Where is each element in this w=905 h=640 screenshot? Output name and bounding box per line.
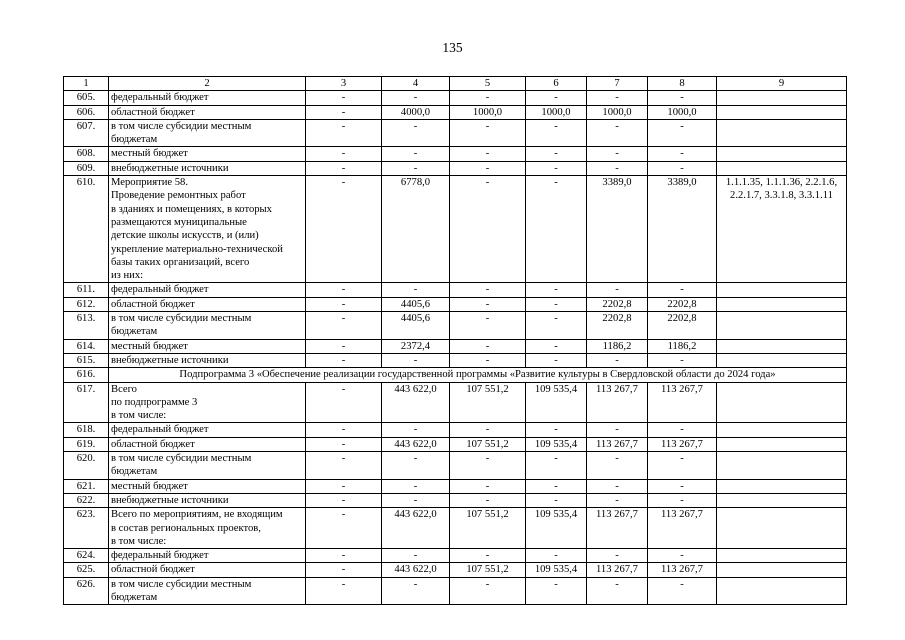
table-row xyxy=(64,382,847,423)
row-name-cell: местный бюджет xyxy=(109,147,306,161)
col3-cell: - xyxy=(306,577,382,605)
target-indicators-cell xyxy=(717,493,847,507)
col6-cell: 109 535,4 xyxy=(526,382,587,423)
row-name-cell: местный бюджет xyxy=(109,479,306,493)
row-name-cell: областной бюджет xyxy=(109,437,306,451)
target-indicators-cell xyxy=(717,119,847,147)
header-cell: 9 xyxy=(717,77,847,91)
header-cell: 6 xyxy=(526,77,587,91)
row-name-cell: внебюджетные источники xyxy=(109,161,306,175)
target-indicators-cell: 1.1.1.35, 1.1.1.36, 2.2.1.6, 2.2.1.7, 3.3.1.8, 3.3.1.11 xyxy=(717,176,847,283)
col7-cell: 113 267,7 xyxy=(587,508,648,549)
col4-cell: 443 622,0 xyxy=(382,437,450,451)
target-indicators-cell xyxy=(717,353,847,367)
col5-cell: 107 551,2 xyxy=(450,437,526,451)
col8-cell: - xyxy=(648,161,717,175)
col8-cell: - xyxy=(648,283,717,297)
table-row xyxy=(64,176,847,283)
target-indicators-cell xyxy=(717,339,847,353)
row-name-cell: федеральный бюджет xyxy=(109,91,306,105)
row-number-cell: 607. xyxy=(64,119,109,147)
col6-cell: - xyxy=(526,147,587,161)
col6-cell: - xyxy=(526,452,587,480)
col4-cell: - xyxy=(382,423,450,437)
col4-cell: - xyxy=(382,353,450,367)
table-row xyxy=(64,119,847,147)
col5-cell: - xyxy=(450,283,526,297)
table-row xyxy=(64,339,847,353)
row-number-cell: 624. xyxy=(64,549,109,563)
col5-cell: - xyxy=(450,339,526,353)
row-number-cell: 618. xyxy=(64,423,109,437)
row-number-cell: 614. xyxy=(64,339,109,353)
col3-cell: - xyxy=(306,508,382,549)
target-indicators-cell xyxy=(717,577,847,605)
col6-cell: - xyxy=(526,176,587,283)
col5-cell: 107 551,2 xyxy=(450,563,526,577)
row-name-cell: внебюджетные источники xyxy=(109,493,306,507)
col5-cell: 107 551,2 xyxy=(450,508,526,549)
col8-cell: 3389,0 xyxy=(648,176,717,283)
header-row xyxy=(64,77,847,91)
target-indicators-cell xyxy=(717,147,847,161)
row-number-cell: 621. xyxy=(64,479,109,493)
target-indicators-cell xyxy=(717,297,847,311)
table-row xyxy=(64,105,847,119)
col5-cell: - xyxy=(450,161,526,175)
table-row xyxy=(64,91,847,105)
col7-cell: 113 267,7 xyxy=(587,382,648,423)
col3-cell: - xyxy=(306,437,382,451)
target-indicators-cell xyxy=(717,423,847,437)
table-row xyxy=(64,423,847,437)
col4-cell: - xyxy=(382,283,450,297)
row-number-cell: 619. xyxy=(64,437,109,451)
col7-cell: - xyxy=(587,423,648,437)
col8-cell: - xyxy=(648,479,717,493)
table-row xyxy=(64,312,847,340)
col7-cell: 1000,0 xyxy=(587,105,648,119)
col5-cell: - xyxy=(450,119,526,147)
col8-cell: - xyxy=(648,452,717,480)
col4-cell: 443 622,0 xyxy=(382,382,450,423)
col8-cell: - xyxy=(648,423,717,437)
col4-cell: - xyxy=(382,549,450,563)
table-row xyxy=(64,353,847,367)
row-name-cell: областной бюджет xyxy=(109,105,306,119)
row-number-cell: 625. xyxy=(64,563,109,577)
col6-cell: - xyxy=(526,339,587,353)
col6-cell: - xyxy=(526,577,587,605)
row-name-cell: в том числе субсидии местным бюджетам xyxy=(109,452,306,480)
col3-cell: - xyxy=(306,91,382,105)
col4-cell: - xyxy=(382,577,450,605)
col6-cell: - xyxy=(526,283,587,297)
table-row xyxy=(64,508,847,549)
target-indicators-cell xyxy=(717,382,847,423)
row-name-cell: Всего по подпрограмме 3 в том числе: xyxy=(109,382,306,423)
col7-cell: - xyxy=(587,353,648,367)
col4-cell: 443 622,0 xyxy=(382,563,450,577)
table-row xyxy=(64,479,847,493)
col6-cell: - xyxy=(526,91,587,105)
col7-cell: 113 267,7 xyxy=(587,437,648,451)
header-cell: 8 xyxy=(648,77,717,91)
target-indicators-cell xyxy=(717,549,847,563)
row-name-cell: местный бюджет xyxy=(109,339,306,353)
col3-cell: - xyxy=(306,452,382,480)
col6-cell: - xyxy=(526,493,587,507)
col4-cell: 443 622,0 xyxy=(382,508,450,549)
budget-table xyxy=(63,76,847,605)
col5-cell: - xyxy=(450,91,526,105)
col4-cell: 6778,0 xyxy=(382,176,450,283)
row-name-cell: внебюджетные источники xyxy=(109,353,306,367)
row-number-cell: 613. xyxy=(64,312,109,340)
col3-cell: - xyxy=(306,283,382,297)
col4-cell: - xyxy=(382,147,450,161)
col3-cell: - xyxy=(306,339,382,353)
col8-cell: - xyxy=(648,119,717,147)
col6-cell: - xyxy=(526,297,587,311)
col8-cell: 2202,8 xyxy=(648,297,717,311)
page-number: 135 xyxy=(442,40,463,55)
row-number-cell: 612. xyxy=(64,297,109,311)
row-number-cell: 620. xyxy=(64,452,109,480)
table-row xyxy=(64,563,847,577)
target-indicators-cell xyxy=(717,283,847,297)
table-row xyxy=(64,577,847,605)
col7-cell: - xyxy=(587,283,648,297)
col5-cell: - xyxy=(450,577,526,605)
col5-cell: - xyxy=(450,493,526,507)
col3-cell: - xyxy=(306,382,382,423)
col3-cell: - xyxy=(306,423,382,437)
col7-cell: 2202,8 xyxy=(587,312,648,340)
col4-cell: - xyxy=(382,161,450,175)
col6-cell: - xyxy=(526,353,587,367)
table-row xyxy=(64,161,847,175)
col4-cell: - xyxy=(382,479,450,493)
col4-cell: 4405,6 xyxy=(382,312,450,340)
col8-cell: 113 267,7 xyxy=(648,563,717,577)
row-name-cell: федеральный бюджет xyxy=(109,549,306,563)
target-indicators-cell xyxy=(717,105,847,119)
row-number-cell: 626. xyxy=(64,577,109,605)
col7-cell: - xyxy=(587,91,648,105)
row-name-cell: федеральный бюджет xyxy=(109,283,306,297)
row-name-cell: федеральный бюджет xyxy=(109,423,306,437)
row-name-cell: в том числе субсидии местным бюджетам xyxy=(109,119,306,147)
col3-cell: - xyxy=(306,479,382,493)
col6-cell: 1000,0 xyxy=(526,105,587,119)
target-indicators-cell xyxy=(717,91,847,105)
row-number-cell: 609. xyxy=(64,161,109,175)
row-number-cell: 617. xyxy=(64,382,109,423)
col5-cell: 1000,0 xyxy=(450,105,526,119)
table-row xyxy=(64,283,847,297)
col7-cell: 1186,2 xyxy=(587,339,648,353)
col8-cell: - xyxy=(648,147,717,161)
target-indicators-cell xyxy=(717,161,847,175)
col4-cell: 2372,4 xyxy=(382,339,450,353)
col6-cell: - xyxy=(526,549,587,563)
col4-cell: - xyxy=(382,493,450,507)
col7-cell: - xyxy=(587,147,648,161)
col6-cell: - xyxy=(526,161,587,175)
col7-cell: - xyxy=(587,549,648,563)
row-name-cell: Мероприятие 58. Проведение ремонтных работ в зданиях и помещениях, в которых размещаются муниципальные детские школы искусств, и (или) укрепление материально-технической базы таких организаций, всего из них: xyxy=(109,176,306,283)
row-number-cell: 611. xyxy=(64,283,109,297)
col8-cell: 1186,2 xyxy=(648,339,717,353)
target-indicators-cell xyxy=(717,563,847,577)
col8-cell: 2202,8 xyxy=(648,312,717,340)
table-row xyxy=(64,147,847,161)
col6-cell: - xyxy=(526,479,587,493)
col5-cell: - xyxy=(450,479,526,493)
col5-cell: - xyxy=(450,423,526,437)
col5-cell: - xyxy=(450,452,526,480)
col4-cell: 4000,0 xyxy=(382,105,450,119)
row-number-cell: 622. xyxy=(64,493,109,507)
col3-cell: - xyxy=(306,563,382,577)
row-number-cell: 615. xyxy=(64,353,109,367)
col8-cell: - xyxy=(648,549,717,563)
header-cell: 3 xyxy=(306,77,382,91)
col5-cell: - xyxy=(450,353,526,367)
col8-cell: - xyxy=(648,493,717,507)
col6-cell: 109 535,4 xyxy=(526,508,587,549)
col3-cell: - xyxy=(306,312,382,340)
table-row xyxy=(64,493,847,507)
col3-cell: - xyxy=(306,297,382,311)
target-indicators-cell xyxy=(717,508,847,549)
col7-cell: - xyxy=(587,161,648,175)
col5-cell: 107 551,2 xyxy=(450,382,526,423)
row-name-cell: в том числе субсидии местным бюджетам xyxy=(109,312,306,340)
col7-cell: 3389,0 xyxy=(587,176,648,283)
col3-cell: - xyxy=(306,105,382,119)
subprogram-row xyxy=(64,368,847,382)
col7-cell: 113 267,7 xyxy=(587,563,648,577)
row-number-cell: 606. xyxy=(64,105,109,119)
table-row xyxy=(64,437,847,451)
col6-cell: - xyxy=(526,312,587,340)
col8-cell: - xyxy=(648,577,717,605)
table-row xyxy=(64,452,847,480)
row-name-cell: областной бюджет xyxy=(109,297,306,311)
col5-cell: - xyxy=(450,176,526,283)
col3-cell: - xyxy=(306,161,382,175)
target-indicators-cell xyxy=(717,452,847,480)
row-number-cell: 608. xyxy=(64,147,109,161)
col3-cell: - xyxy=(306,493,382,507)
header-cell: 5 xyxy=(450,77,526,91)
target-indicators-cell xyxy=(717,437,847,451)
row-name-cell: Всего по мероприятиям, не входящим в состав региональных проектов, в том числе: xyxy=(109,508,306,549)
col3-cell: - xyxy=(306,353,382,367)
table-row xyxy=(64,297,847,311)
col8-cell: 113 267,7 xyxy=(648,437,717,451)
col5-cell: - xyxy=(450,297,526,311)
col7-cell: - xyxy=(587,577,648,605)
col7-cell: 2202,8 xyxy=(587,297,648,311)
header-cell: 1 xyxy=(64,77,109,91)
col3-cell: - xyxy=(306,119,382,147)
row-number-cell: 616. xyxy=(64,368,109,382)
col4-cell: - xyxy=(382,91,450,105)
header-cell: 2 xyxy=(109,77,306,91)
col5-cell: - xyxy=(450,147,526,161)
col7-cell: - xyxy=(587,119,648,147)
subprogram-title: Подпрограмма 3 «Обеспечение реализации государственной программы «Развитие культуры в Свердловской области до 2024 года» xyxy=(109,368,847,382)
col5-cell: - xyxy=(450,549,526,563)
col7-cell: - xyxy=(587,452,648,480)
row-number-cell: 610. xyxy=(64,176,109,283)
col4-cell: - xyxy=(382,119,450,147)
col6-cell: 109 535,4 xyxy=(526,437,587,451)
col6-cell: 109 535,4 xyxy=(526,563,587,577)
row-number-cell: 605. xyxy=(64,91,109,105)
table-row xyxy=(64,549,847,563)
col7-cell: - xyxy=(587,493,648,507)
header-cell: 7 xyxy=(587,77,648,91)
col4-cell: - xyxy=(382,452,450,480)
col5-cell: - xyxy=(450,312,526,340)
row-name-cell: областной бюджет xyxy=(109,563,306,577)
col3-cell: - xyxy=(306,549,382,563)
col3-cell: - xyxy=(306,176,382,283)
col6-cell: - xyxy=(526,119,587,147)
col4-cell: 4405,6 xyxy=(382,297,450,311)
table-body xyxy=(64,77,847,605)
col3-cell: - xyxy=(306,147,382,161)
col6-cell: - xyxy=(526,423,587,437)
col8-cell: 113 267,7 xyxy=(648,508,717,549)
row-name-cell: в том числе субсидии местным бюджетам xyxy=(109,577,306,605)
col8-cell: 113 267,7 xyxy=(648,382,717,423)
row-number-cell: 623. xyxy=(64,508,109,549)
target-indicators-cell xyxy=(717,479,847,493)
header-cell: 4 xyxy=(382,77,450,91)
target-indicators-cell xyxy=(717,312,847,340)
col8-cell: 1000,0 xyxy=(648,105,717,119)
col8-cell: - xyxy=(648,91,717,105)
col8-cell: - xyxy=(648,353,717,367)
col7-cell: - xyxy=(587,479,648,493)
